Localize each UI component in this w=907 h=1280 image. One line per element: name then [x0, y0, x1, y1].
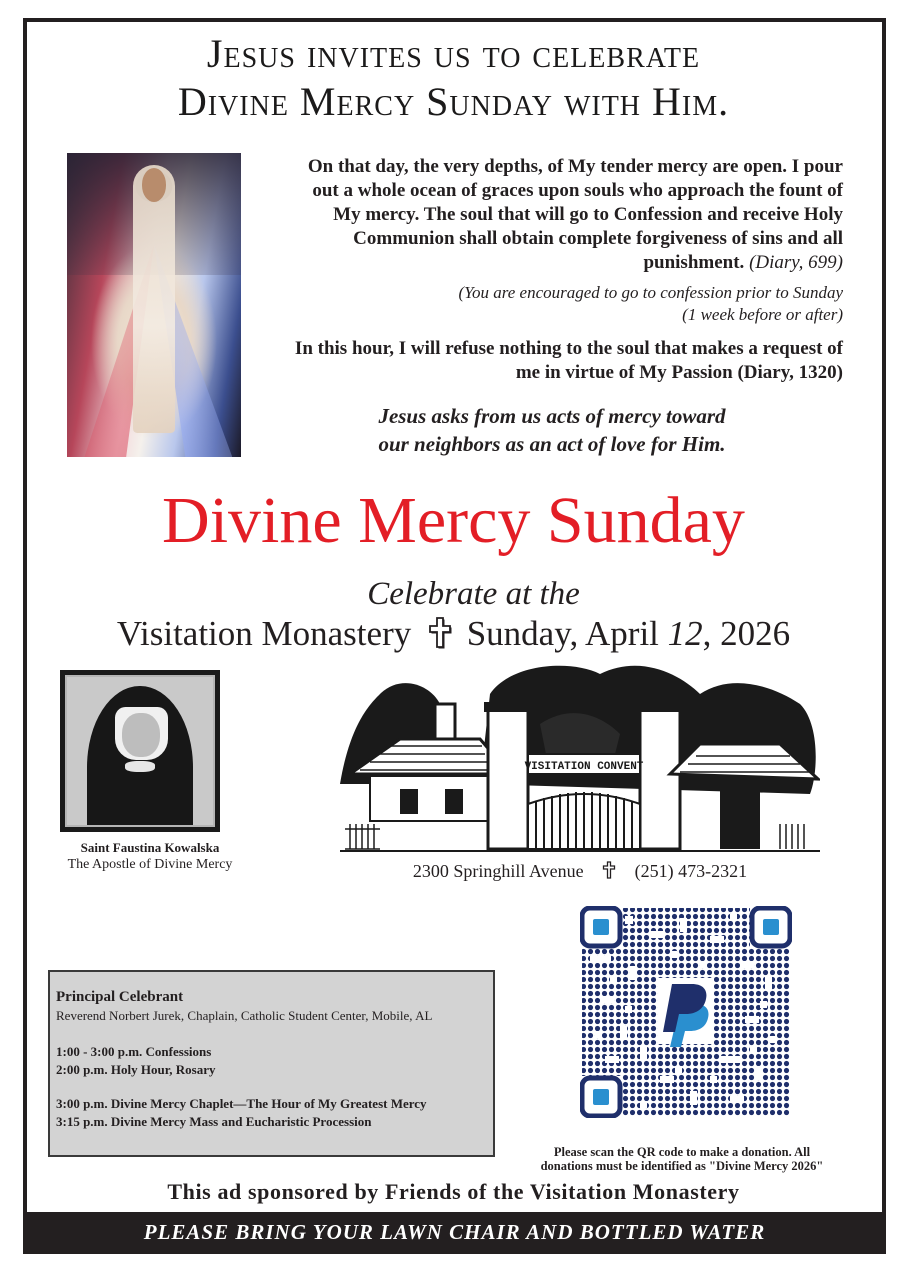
quote-text: On that day, the very depths, of My tender mercy are open. I pour out a whole ocean of graces upon souls who approach the fount of My mercy. The soul that will go to Confession and receive Holy Communion shall obtain complete forgiveness of sins and all punishment.: [307, 156, 843, 273]
confession-note-line-1: (You are encouraged to go to confession prior to Sunday: [458, 283, 843, 302]
diary-quote-1320: In this hour, I will refuse nothing to the soul that makes a request of me in virtue of My Passion (Diary, 1320): [294, 338, 843, 383]
event-title: Divine Mercy Sunday: [162, 484, 745, 557]
headline: [0, 30, 907, 126]
schedule-box: [48, 970, 495, 1157]
faustina-portrait: [60, 670, 220, 832]
headline-line-2: Divine Mercy Sunday with Him.: [177, 79, 730, 124]
small-cross-icon: [602, 861, 616, 885]
faustina-name: Saint Faustina Kowalska: [80, 840, 220, 855]
footer-banner: PLEASE BRING YOUR LAWN CHAIR AND BOTTLED WATER: [27, 1212, 882, 1250]
diary-quote-699: [283, 155, 843, 275]
schedule-item: 2:00 p.m. Holy Hour, Rosary: [56, 1062, 216, 1077]
event-date-year: , 2026: [702, 614, 791, 653]
sponsor-line: This ad sponsored by Friends of the Visitation Monastery: [167, 1179, 740, 1204]
svg-text:VISITATION CONVENT: VISITATION CONVENT: [524, 761, 644, 773]
celebrant-name: Reverend Norbert Jurek, Chaplain, Catholic Student Center, Mobile, AL: [56, 1008, 433, 1023]
donation-line-2: donations must be identified as "Divine Mercy 2026": [540, 1159, 824, 1173]
donation-line-1: Please scan the QR code to make a donation. All: [553, 1145, 811, 1159]
divine-mercy-image: [67, 153, 241, 457]
schedule-item: 1:00 - 3:00 p.m. Confessions: [56, 1044, 212, 1059]
schedule-item: 3:00 p.m. Divine Mercy Chaplet—The Hour of My Greatest Mercy: [56, 1096, 427, 1111]
address: 2300 Springhill Avenue: [412, 861, 584, 881]
phone-number[interactable]: (251) 473-2321: [634, 861, 748, 881]
celebrate-subtitle: Celebrate at the: [367, 576, 580, 612]
acts-of-mercy-text: [330, 402, 774, 458]
quote-citation: (Diary, 699): [749, 252, 843, 273]
confession-note: [283, 282, 843, 326]
schedule-item: 3:15 p.m. Divine Mercy Mass and Eucharistic Procession: [56, 1114, 372, 1129]
venue-date-line: [0, 612, 907, 660]
cross-icon: [426, 615, 452, 660]
celebrant-heading: Principal Celebrant: [56, 989, 184, 1005]
acts-line-1: Jesus asks from us acts of mercy toward: [378, 404, 726, 428]
contact-line: [390, 859, 770, 885]
donation-instructions: [482, 1145, 882, 1173]
acts-line-2: our neighbors as an act of love for Him.: [378, 432, 726, 456]
faustina-subtitle: The Apostle of Divine Mercy: [67, 857, 233, 872]
monastery-illustration: [340, 664, 820, 854]
headline-line-1: Jesus invites us to celebrate: [206, 31, 701, 76]
event-date-prefix: Sunday, April: [466, 614, 668, 653]
paypal-qr-code[interactable]: [580, 906, 792, 1118]
venue-name: Visitation Monastery: [116, 614, 412, 653]
confession-note-line-2: (1 week before or after): [682, 305, 843, 324]
event-date-day: 12: [667, 614, 703, 653]
